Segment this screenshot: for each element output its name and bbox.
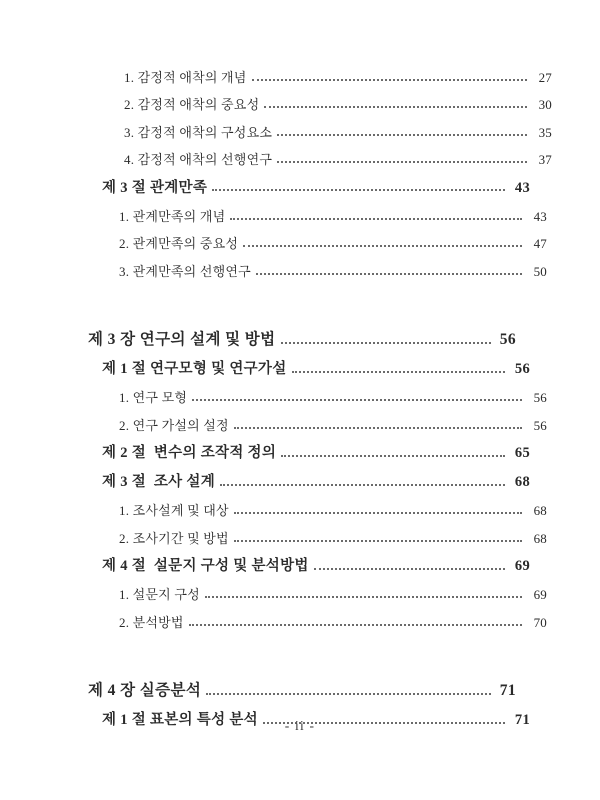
toc-entry-title: 2. 조사기간 및 방법: [119, 530, 229, 546]
toc-entry-item[interactable]: [119, 252, 547, 280]
toc-entry-item[interactable]: [119, 406, 547, 434]
dot-leader: [234, 425, 522, 429]
toc-entry-item[interactable]: [124, 113, 552, 141]
toc-entry-page-number: 68: [514, 474, 530, 491]
toc-entry-page-number: 43: [533, 208, 547, 224]
dot-leader: [220, 482, 505, 486]
toc-entry-section[interactable]: [102, 547, 530, 576]
toc-entry-page-number: 70: [533, 614, 547, 630]
toc-entry-page-number: 50: [533, 263, 547, 279]
toc-entry-title: 1. 관계만족의 개념: [119, 208, 226, 224]
dot-leader: [234, 510, 522, 514]
toc-entry-page-number: 35: [538, 124, 552, 140]
dot-leader: [252, 77, 527, 81]
toc-entry-page-number: 69: [514, 558, 530, 575]
toc-entry-title: 제 2 절 변수의 조작적 정의: [102, 445, 277, 462]
toc-entry-title: 1. 감정적 애착의 개념: [124, 69, 247, 85]
toc-entry-title: 4. 감정적 애착의 선행연구: [124, 152, 273, 168]
toc-entry-title: 제 3 장 연구의 설계 및 방법: [88, 331, 276, 349]
dot-leader: [205, 594, 522, 598]
toc-entry-title: 2. 관계만족의 중요성: [119, 236, 239, 252]
toc-entry-page-number: 56: [514, 361, 530, 378]
toc-entry-section[interactable]: [102, 463, 530, 492]
dot-leader: [292, 369, 505, 373]
toc-entry-list: [88, 58, 552, 730]
dot-leader: [243, 243, 522, 247]
dot-leader: [192, 397, 522, 401]
toc-entry-title: 1. 설문지 구성: [119, 587, 200, 603]
toc-entry-page-number: 56: [533, 417, 547, 433]
toc-entry-section[interactable]: [102, 434, 530, 463]
toc-entry-page-number: 56: [499, 331, 516, 349]
toc-entry-title: 제 4 장 실증분석: [88, 682, 202, 700]
toc-entry-section[interactable]: [102, 168, 530, 197]
toc-entry-page-number: 69: [533, 587, 547, 603]
toc-entry-item[interactable]: [124, 141, 552, 169]
toc-entry-page-number: 47: [533, 236, 547, 252]
toc-entry-item[interactable]: [119, 225, 547, 253]
dot-leader: [277, 159, 527, 163]
toc-entry-chapter[interactable]: [88, 671, 516, 701]
dot-leader: [281, 453, 505, 457]
toc-entry-page-number: 30: [538, 97, 552, 113]
toc-entry-item[interactable]: [119, 519, 547, 547]
toc-entry-page-number: 68: [533, 503, 547, 519]
toc-entry-title: 제 1 절 연구모형 및 연구가설: [102, 361, 287, 378]
dot-leader: [189, 622, 522, 626]
toc-entry-page-number: 71: [499, 682, 516, 700]
toc-entry-page-number: 27: [538, 69, 552, 85]
toc-entry-title: 3. 감정적 애착의 구성요소: [124, 124, 273, 140]
toc-entry-title: 제 3 절 관계만족: [102, 179, 208, 196]
toc-entry-section[interactable]: [102, 350, 530, 379]
toc-entry-item[interactable]: [119, 492, 547, 520]
toc-entry-title: 2. 감정적 애착의 중요성: [124, 97, 260, 113]
dot-leader: [264, 104, 527, 108]
toc-entry-item[interactable]: [124, 86, 552, 114]
dot-leader: [234, 538, 522, 542]
toc-entry-item[interactable]: [119, 576, 547, 604]
toc-entry-item[interactable]: [119, 603, 547, 631]
toc-entry-item[interactable]: [124, 58, 552, 86]
toc-entry-title: 2. 분석방법: [119, 614, 184, 630]
toc-entry-title: 제 1 절 표본의 특성 분석: [102, 712, 258, 729]
toc-entry-page-number: 65: [514, 445, 530, 462]
dot-leader: [281, 340, 491, 344]
toc-entry-title: 제 4 절 설문지 구성 및 분석방법: [102, 558, 309, 575]
toc-entry-title: 3. 관계만족의 선행연구: [119, 263, 251, 279]
toc-entry-page-number: 68: [533, 530, 547, 546]
dot-leader: [277, 132, 527, 136]
toc-entry-page-number: 56: [533, 390, 547, 406]
toc-entry-title: 2. 연구 가설의 설정: [119, 417, 229, 433]
toc-entry-page-number: 37: [538, 152, 552, 168]
dot-leader: [230, 216, 522, 220]
toc-entry-page-number: 43: [514, 179, 530, 196]
toc-entry-item[interactable]: [119, 197, 547, 225]
toc-entry-title: 1. 조사설계 및 대상: [119, 503, 229, 519]
toc-entry-title: 1. 연구 모형: [119, 390, 188, 406]
dot-leader: [314, 566, 505, 570]
toc-entry-item[interactable]: [119, 379, 547, 407]
page-number-footer: - ii -: [284, 718, 316, 733]
toc-entry-page-number: 71: [514, 712, 530, 729]
toc-entry-title: 제 3 절 조사 설계: [102, 474, 216, 491]
dot-leader: [256, 271, 522, 275]
dot-leader: [206, 691, 491, 695]
dot-leader: [212, 187, 505, 191]
toc-entry-chapter[interactable]: [88, 320, 516, 350]
